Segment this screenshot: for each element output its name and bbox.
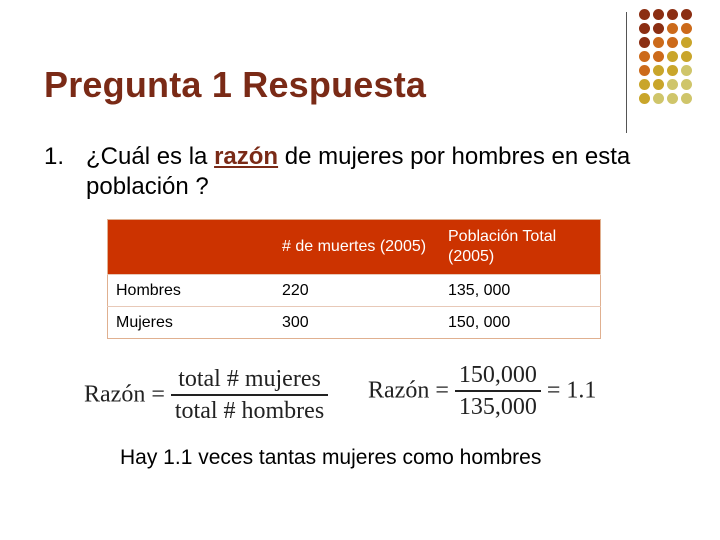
- formula-lhs: Razón =: [84, 381, 165, 408]
- formula-result: = 1.1: [546, 377, 597, 404]
- decorative-dot: [653, 51, 664, 62]
- table-cell: 220: [274, 275, 440, 307]
- decorative-dot: [667, 65, 678, 76]
- decorative-dot: [639, 51, 650, 62]
- table-cell: Hombres: [108, 275, 275, 307]
- table-cell: 150, 000: [440, 307, 601, 339]
- table-header-cell: Población Total (2005): [440, 220, 601, 275]
- ratio-formula-general: [84, 364, 328, 426]
- table-row: [108, 275, 601, 307]
- decorative-dot: [653, 65, 664, 76]
- formula-denominator: total # hombres: [174, 398, 325, 424]
- decorative-dot-grid: [639, 9, 719, 109]
- decorative-dot: [667, 93, 678, 104]
- table-cell: 300: [274, 307, 440, 339]
- decorative-dot: [639, 9, 650, 20]
- decorative-dot: [667, 79, 678, 90]
- decorative-dot: [639, 93, 650, 104]
- decorative-dot: [681, 65, 692, 76]
- formula-fraction: [171, 364, 328, 426]
- table-header-cell: # de muertes (2005): [274, 220, 440, 275]
- question-text: [86, 142, 666, 202]
- decorative-dot: [653, 79, 664, 90]
- decorative-dot: [653, 93, 664, 104]
- decorative-dot: [667, 51, 678, 62]
- question-text-after: de mujeres por hombres en esta población ?: [86, 143, 631, 200]
- conclusion-text: Hay 1.1 veces tantas mujeres como hombres: [120, 446, 542, 469]
- table-cell: 135, 000: [440, 275, 601, 307]
- decorative-dot: [681, 23, 692, 34]
- decorative-dot: [681, 51, 692, 62]
- formula-numerator: total # mujeres: [171, 364, 328, 396]
- decorative-dot: [653, 23, 664, 34]
- decorative-dot: [653, 9, 664, 20]
- question-keyword: razón: [214, 143, 279, 170]
- decorative-dot: [667, 23, 678, 34]
- formula-fraction: [455, 360, 541, 422]
- question-number: 1.: [44, 143, 65, 170]
- decorative-dot: [639, 37, 650, 48]
- question-text-before: ¿Cuál es la: [86, 143, 215, 170]
- decorative-dot: [681, 9, 692, 20]
- formula-numerator: 150,000: [455, 360, 541, 392]
- decorative-dot: [681, 93, 692, 104]
- decorative-dot: [639, 79, 650, 90]
- decorative-dot: [653, 37, 664, 48]
- table-header-cell: [108, 220, 275, 275]
- data-table: [107, 219, 601, 339]
- decorative-dot: [667, 9, 678, 20]
- ratio-formula-specific: [368, 360, 596, 422]
- decorative-dot: [639, 65, 650, 76]
- table-row: [108, 307, 601, 339]
- decorative-dot: [639, 23, 650, 34]
- page-title: Pregunta 1 Respuesta: [44, 64, 427, 105]
- divider-line: [626, 12, 627, 133]
- decorative-dot: [667, 37, 678, 48]
- table-cell: Mujeres: [108, 307, 275, 339]
- decorative-dot: [681, 37, 692, 48]
- decorative-dot: [681, 79, 692, 90]
- formula-lhs: Razón =: [368, 377, 449, 404]
- table-header-row: [108, 220, 601, 275]
- formula-denominator: 135,000: [458, 394, 537, 420]
